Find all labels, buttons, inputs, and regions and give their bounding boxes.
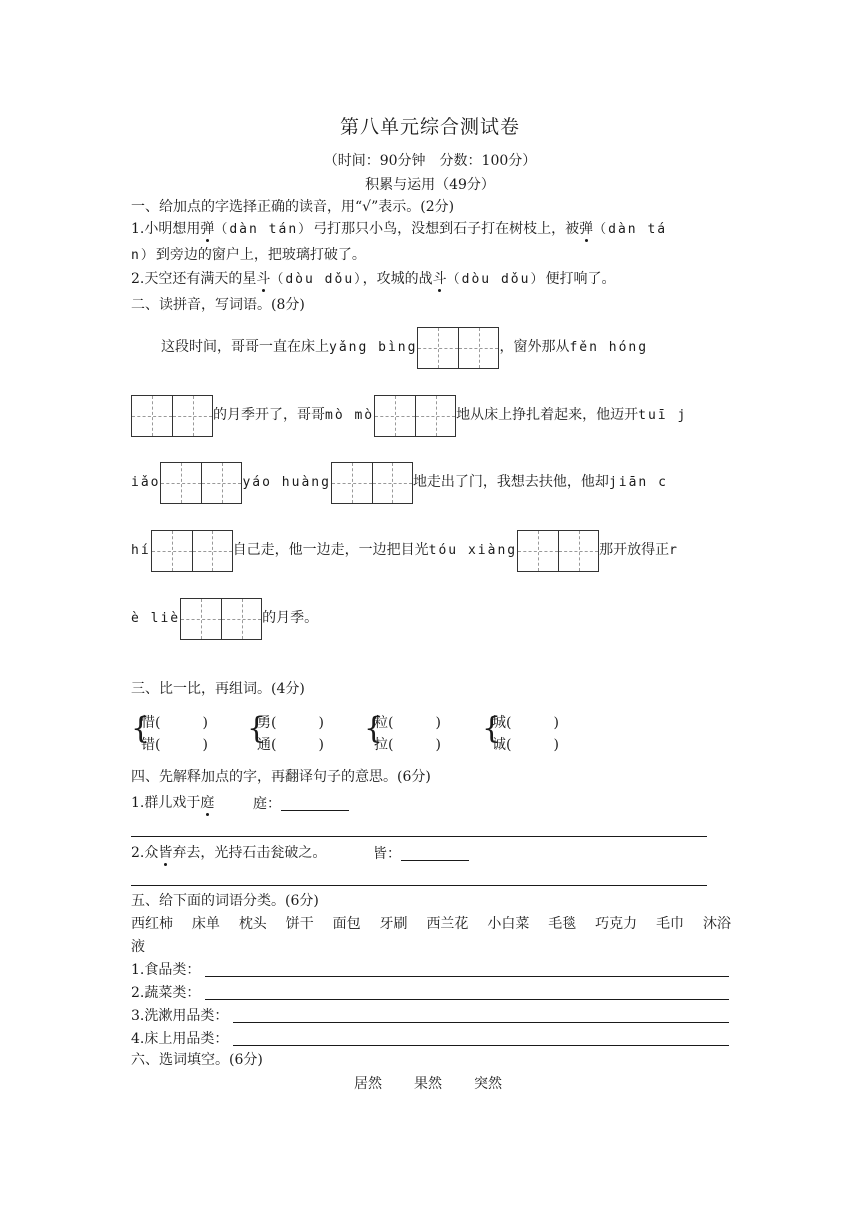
- q1-text: 便打响了。: [545, 271, 616, 287]
- pinyin: r: [669, 543, 679, 558]
- q2-row4: [131, 529, 679, 572]
- writing-grid[interactable]: [160, 462, 242, 504]
- translation-line[interactable]: [131, 836, 707, 837]
- q2-row2: [131, 394, 687, 437]
- writing-grid[interactable]: [517, 530, 599, 572]
- pinyin: hí: [131, 543, 151, 558]
- q2-text: 那开放得正: [599, 542, 670, 558]
- q4-label: 庭：: [253, 796, 281, 812]
- page-title: 第八单元综合测试卷: [339, 116, 520, 138]
- pinyin: yǎng bìng: [329, 340, 418, 355]
- q1-text: 到旁边的窗户上，把玻璃打破了。: [155, 247, 366, 263]
- word-item: 面包: [332, 916, 361, 932]
- brace-icon: {: [131, 711, 151, 746]
- q2-text: 的月季。: [262, 610, 319, 626]
- q1-line3: [131, 272, 615, 286]
- q4-label: 皆：: [373, 846, 401, 862]
- exam-meta: （时间：90分钟 分数：100分）: [323, 153, 537, 169]
- word-item: 毛毯: [548, 916, 577, 932]
- pinyin-options[interactable]: n）: [131, 248, 156, 263]
- q1-text: ，攻城的战: [362, 271, 433, 287]
- dotted-char: 斗: [256, 271, 271, 287]
- category-toiletries: 3.洗漱用品类：: [131, 1008, 229, 1024]
- compare-word[interactable]: 错( ): [141, 737, 208, 753]
- pinyin: fěn hóng: [569, 340, 649, 355]
- q4-text: 1.群儿戏于: [131, 795, 201, 811]
- q4-sentence-2: [131, 846, 326, 860]
- q1-heading: 一、给加点的字选择正确的读音，用“√”表示。(2分): [131, 199, 455, 215]
- category-vegetable: 2.蔬菜类：: [131, 985, 201, 1001]
- q1-text: 1.小明想用: [131, 221, 201, 237]
- compare-word[interactable]: 城( ): [492, 715, 559, 731]
- word-item: 西红柿: [131, 916, 173, 932]
- answer-blank[interactable]: [401, 846, 469, 861]
- writing-grid[interactable]: [374, 395, 456, 437]
- q1-line2: [131, 248, 366, 262]
- q1-text: 2.天空还有满天的星: [131, 271, 257, 287]
- q2-text: 的月季开了，哥哥: [213, 407, 325, 423]
- q6-choices: [354, 1077, 502, 1091]
- pinyin: iǎo: [131, 475, 161, 490]
- word-item: 牙刷: [379, 916, 408, 932]
- brace-icon: {: [482, 711, 502, 746]
- q2-row1: [161, 326, 648, 369]
- q2-text: 自己走，他一边走，一边把目光: [232, 542, 429, 558]
- brace-icon: {: [247, 711, 267, 746]
- word-item: 饼干: [285, 916, 314, 932]
- writing-grid[interactable]: [331, 462, 413, 504]
- compare-word[interactable]: 诚( ): [492, 737, 559, 753]
- category-toiletries-line[interactable]: [233, 1022, 729, 1023]
- q2-text: 地从床上挣扎着起来，他迈开: [456, 407, 639, 423]
- dotted-char: 弹: [579, 221, 594, 237]
- word-item: 枕头: [238, 916, 267, 932]
- compare-word[interactable]: 通( ): [257, 737, 324, 753]
- word-list: [131, 917, 731, 931]
- writing-grid[interactable]: [417, 327, 499, 369]
- writing-grid[interactable]: [131, 395, 213, 437]
- q2-heading: 二、读拼音，写词语。(8分): [131, 297, 305, 313]
- q4-answer-1: [253, 796, 349, 811]
- q4-heading: 四、先解释加点的字，再翻译句子的意思。(6分): [131, 769, 431, 785]
- word-item: 床单: [191, 916, 220, 932]
- choice-word: 居然: [354, 1076, 382, 1092]
- pinyin: tóu xiàng: [428, 543, 518, 558]
- pinyin: è liè: [131, 611, 181, 626]
- word-item: 毛巾: [656, 916, 685, 932]
- part-heading: 积累与运用（49分）: [365, 177, 495, 193]
- writing-grid[interactable]: [151, 530, 233, 572]
- word-item: 巧克力: [595, 916, 638, 932]
- q4-sentence-1: [131, 796, 214, 810]
- q2-row5: [131, 597, 318, 640]
- pinyin-options[interactable]: （dàn tán）: [214, 222, 314, 237]
- q2-text: 这段时间，哥哥一直在床上: [161, 339, 329, 355]
- q2-text: ，窗外那从: [499, 339, 570, 355]
- category-food: 1.食品类：: [131, 962, 201, 978]
- category-vegetable-line[interactable]: [205, 999, 729, 1000]
- q5-heading: 五、给下面的词语分类。(6分): [131, 893, 319, 909]
- category-bedding: 4.床上用品类：: [131, 1031, 229, 1047]
- dotted-char: 斗: [432, 271, 447, 287]
- choice-word: 突然: [474, 1076, 502, 1092]
- word-item: 西兰花: [426, 916, 469, 932]
- word-item: 沐浴: [702, 916, 731, 932]
- category-food-line[interactable]: [205, 976, 729, 977]
- category-bedding-line[interactable]: [233, 1045, 729, 1046]
- pinyin-options[interactable]: （dòu dǒu）: [446, 272, 546, 287]
- q4-text: 弃去，光持石击瓮破之。: [172, 845, 327, 861]
- dotted-char: 皆: [158, 845, 173, 861]
- pinyin: tuī j: [638, 408, 688, 423]
- choice-word: 果然: [414, 1076, 442, 1092]
- brace-icon: {: [364, 711, 384, 746]
- pinyin: mò mò: [325, 408, 375, 423]
- pinyin-options[interactable]: （dàn tá: [593, 222, 668, 237]
- pinyin: jiān c: [608, 475, 668, 490]
- q4-text: 2.众: [131, 845, 159, 861]
- translation-line[interactable]: [131, 885, 707, 886]
- pinyin: yáo huàng: [242, 475, 331, 490]
- q6-heading: 六、选词填空。(6分): [131, 1052, 263, 1068]
- word-item: 小白菜: [487, 916, 530, 932]
- q3-heading: 三、比一比，再组词。(4分): [131, 681, 305, 697]
- answer-blank[interactable]: [281, 796, 349, 811]
- word-wrap: 液: [131, 939, 145, 955]
- pinyin-options[interactable]: （dòu dǒu）: [270, 272, 363, 287]
- q2-row3: [131, 461, 668, 504]
- q1-text: 弓打那只小鸟，没想到石子打在树枝上，被: [313, 221, 580, 237]
- compare-word[interactable]: 粒( ): [374, 715, 441, 731]
- q1-line1: [131, 222, 667, 236]
- dotted-char: 庭: [200, 795, 215, 811]
- q2-text: 地走出了门，我想去扶他，他却: [412, 474, 609, 490]
- compare-word[interactable]: 惜( ): [141, 715, 208, 731]
- dotted-char: 弹: [200, 221, 215, 237]
- compare-word[interactable]: 勇( ): [257, 715, 324, 731]
- compare-word[interactable]: 拉( ): [374, 737, 441, 753]
- q4-answer-2: [373, 846, 469, 861]
- writing-grid[interactable]: [180, 598, 262, 640]
